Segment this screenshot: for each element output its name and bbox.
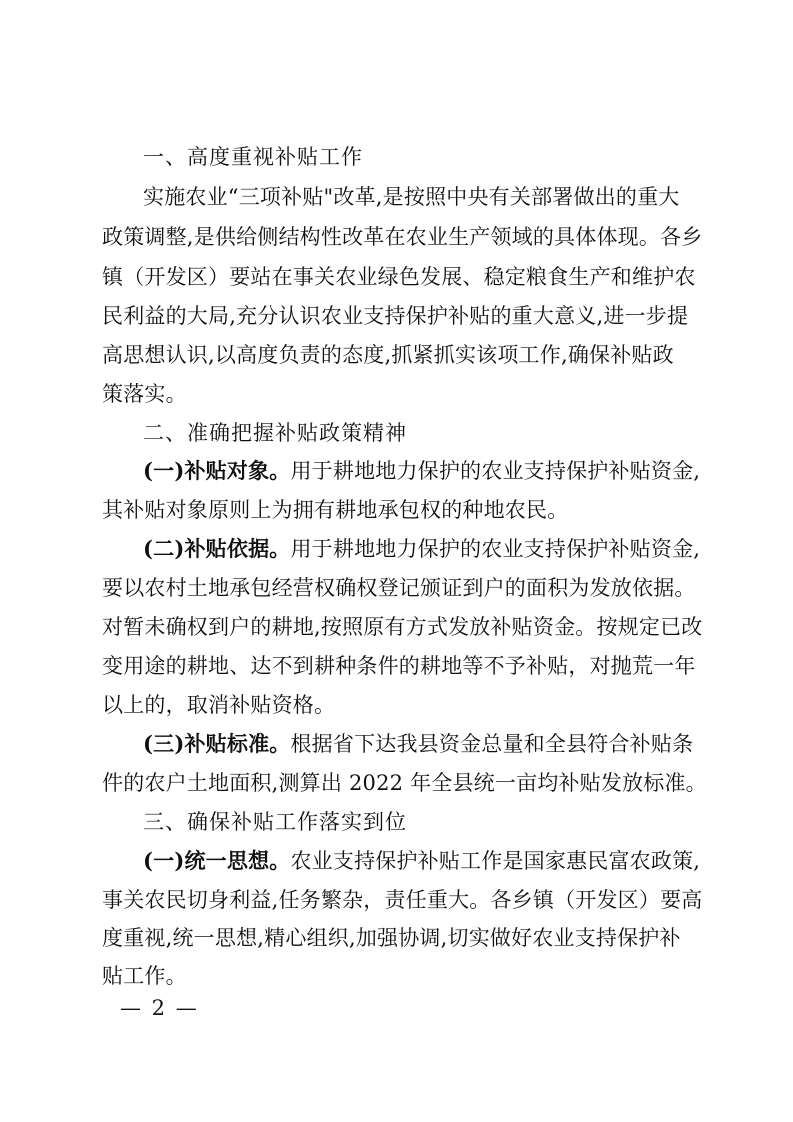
section-2-item-1-first-line <box>143 456 700 486</box>
section-1-paragraph-line: 高思想认识,以高度负责的态度,抓紧抓实该项工作,确保补贴政 <box>102 343 674 367</box>
section-2-item-1-text: 用于耕地地力保护的农业支持保护补贴资金, <box>290 459 701 483</box>
section-3-item-1-line: 事关农民切身利益,任务繁杂，责任重大。各乡镇（开发区）要高 <box>102 888 703 912</box>
section-2-item-2-line: 以上的，取消补贴资格。 <box>102 693 336 717</box>
section-3-item-1-label: (一)统一思想。 <box>143 848 291 873</box>
section-2-item-3-label: (三)补贴标准。 <box>143 731 291 756</box>
section-1-paragraph-line: 镇（开发区）要站在事关农业绿色发展、稳定粮食生产和维护农 <box>102 265 696 289</box>
section-2-item-2-line: 要以农村土地承包经营权确权登记颁证到户的面积为发放依据。 <box>102 576 696 600</box>
section-2-item-2-first-line <box>143 534 700 564</box>
section-2-item-1-label: (一)补贴对象。 <box>143 458 291 483</box>
section-3-item-1-line: 贴工作。 <box>102 964 187 988</box>
section-3-item-1-text: 农业支持保护补贴工作是国家惠民富农政策, <box>290 849 701 873</box>
section-3-heading: 三、确保补贴工作落实到位 <box>143 810 407 834</box>
section-1-heading: 一、高度重视补贴工作 <box>143 145 363 169</box>
section-2-item-3-line: 件的农户土地面积,测算出 2022 年全县统一亩均补贴发放标准。 <box>102 771 707 795</box>
section-2-item-3-text: 根据省下达我县资金总量和全县符合补贴条 <box>290 732 694 756</box>
section-1-paragraph-line: 民利益的大局,充分认识农业支持保护补贴的重大意义,进一步提 <box>102 304 689 328</box>
section-2-item-2-text: 用于耕地地力保护的农业支持保护补贴资金, <box>290 537 701 561</box>
section-2-item-2-label: (二)补贴依据。 <box>143 536 291 561</box>
section-1-paragraph-line: 实施农业“三项补贴"改革,是按照中央有关部署做出的重大 <box>143 185 680 209</box>
section-1-paragraph-line: 政策调整,是供给侧结构性改革在农业生产领域的具体体现。各乡 <box>102 225 703 249</box>
section-2-item-3-first-line <box>143 729 693 759</box>
section-1-paragraph-line: 策落实。 <box>102 382 187 406</box>
section-2-item-1-line: 其补贴对象原则上为拥有耕地承包权的种地农民。 <box>102 498 569 522</box>
section-2-item-2-line: 变用途的耕地、达不到耕种条件的耕地等不予补贴，对抛荒一年 <box>102 654 696 678</box>
section-2-item-2-line: 对暂未确权到户的耕地,按照原有方式发放补贴资金。按规定已改 <box>102 615 703 639</box>
section-3-item-1-line: 度重视,统一思想,精心组织,加强协调,切实做好农业支持保护补 <box>102 926 681 950</box>
section-2-heading: 二、准确把握补贴政策精神 <box>143 421 407 445</box>
section-3-item-1-first-line <box>143 846 700 876</box>
page-number: — 2 — <box>120 996 199 1020</box>
